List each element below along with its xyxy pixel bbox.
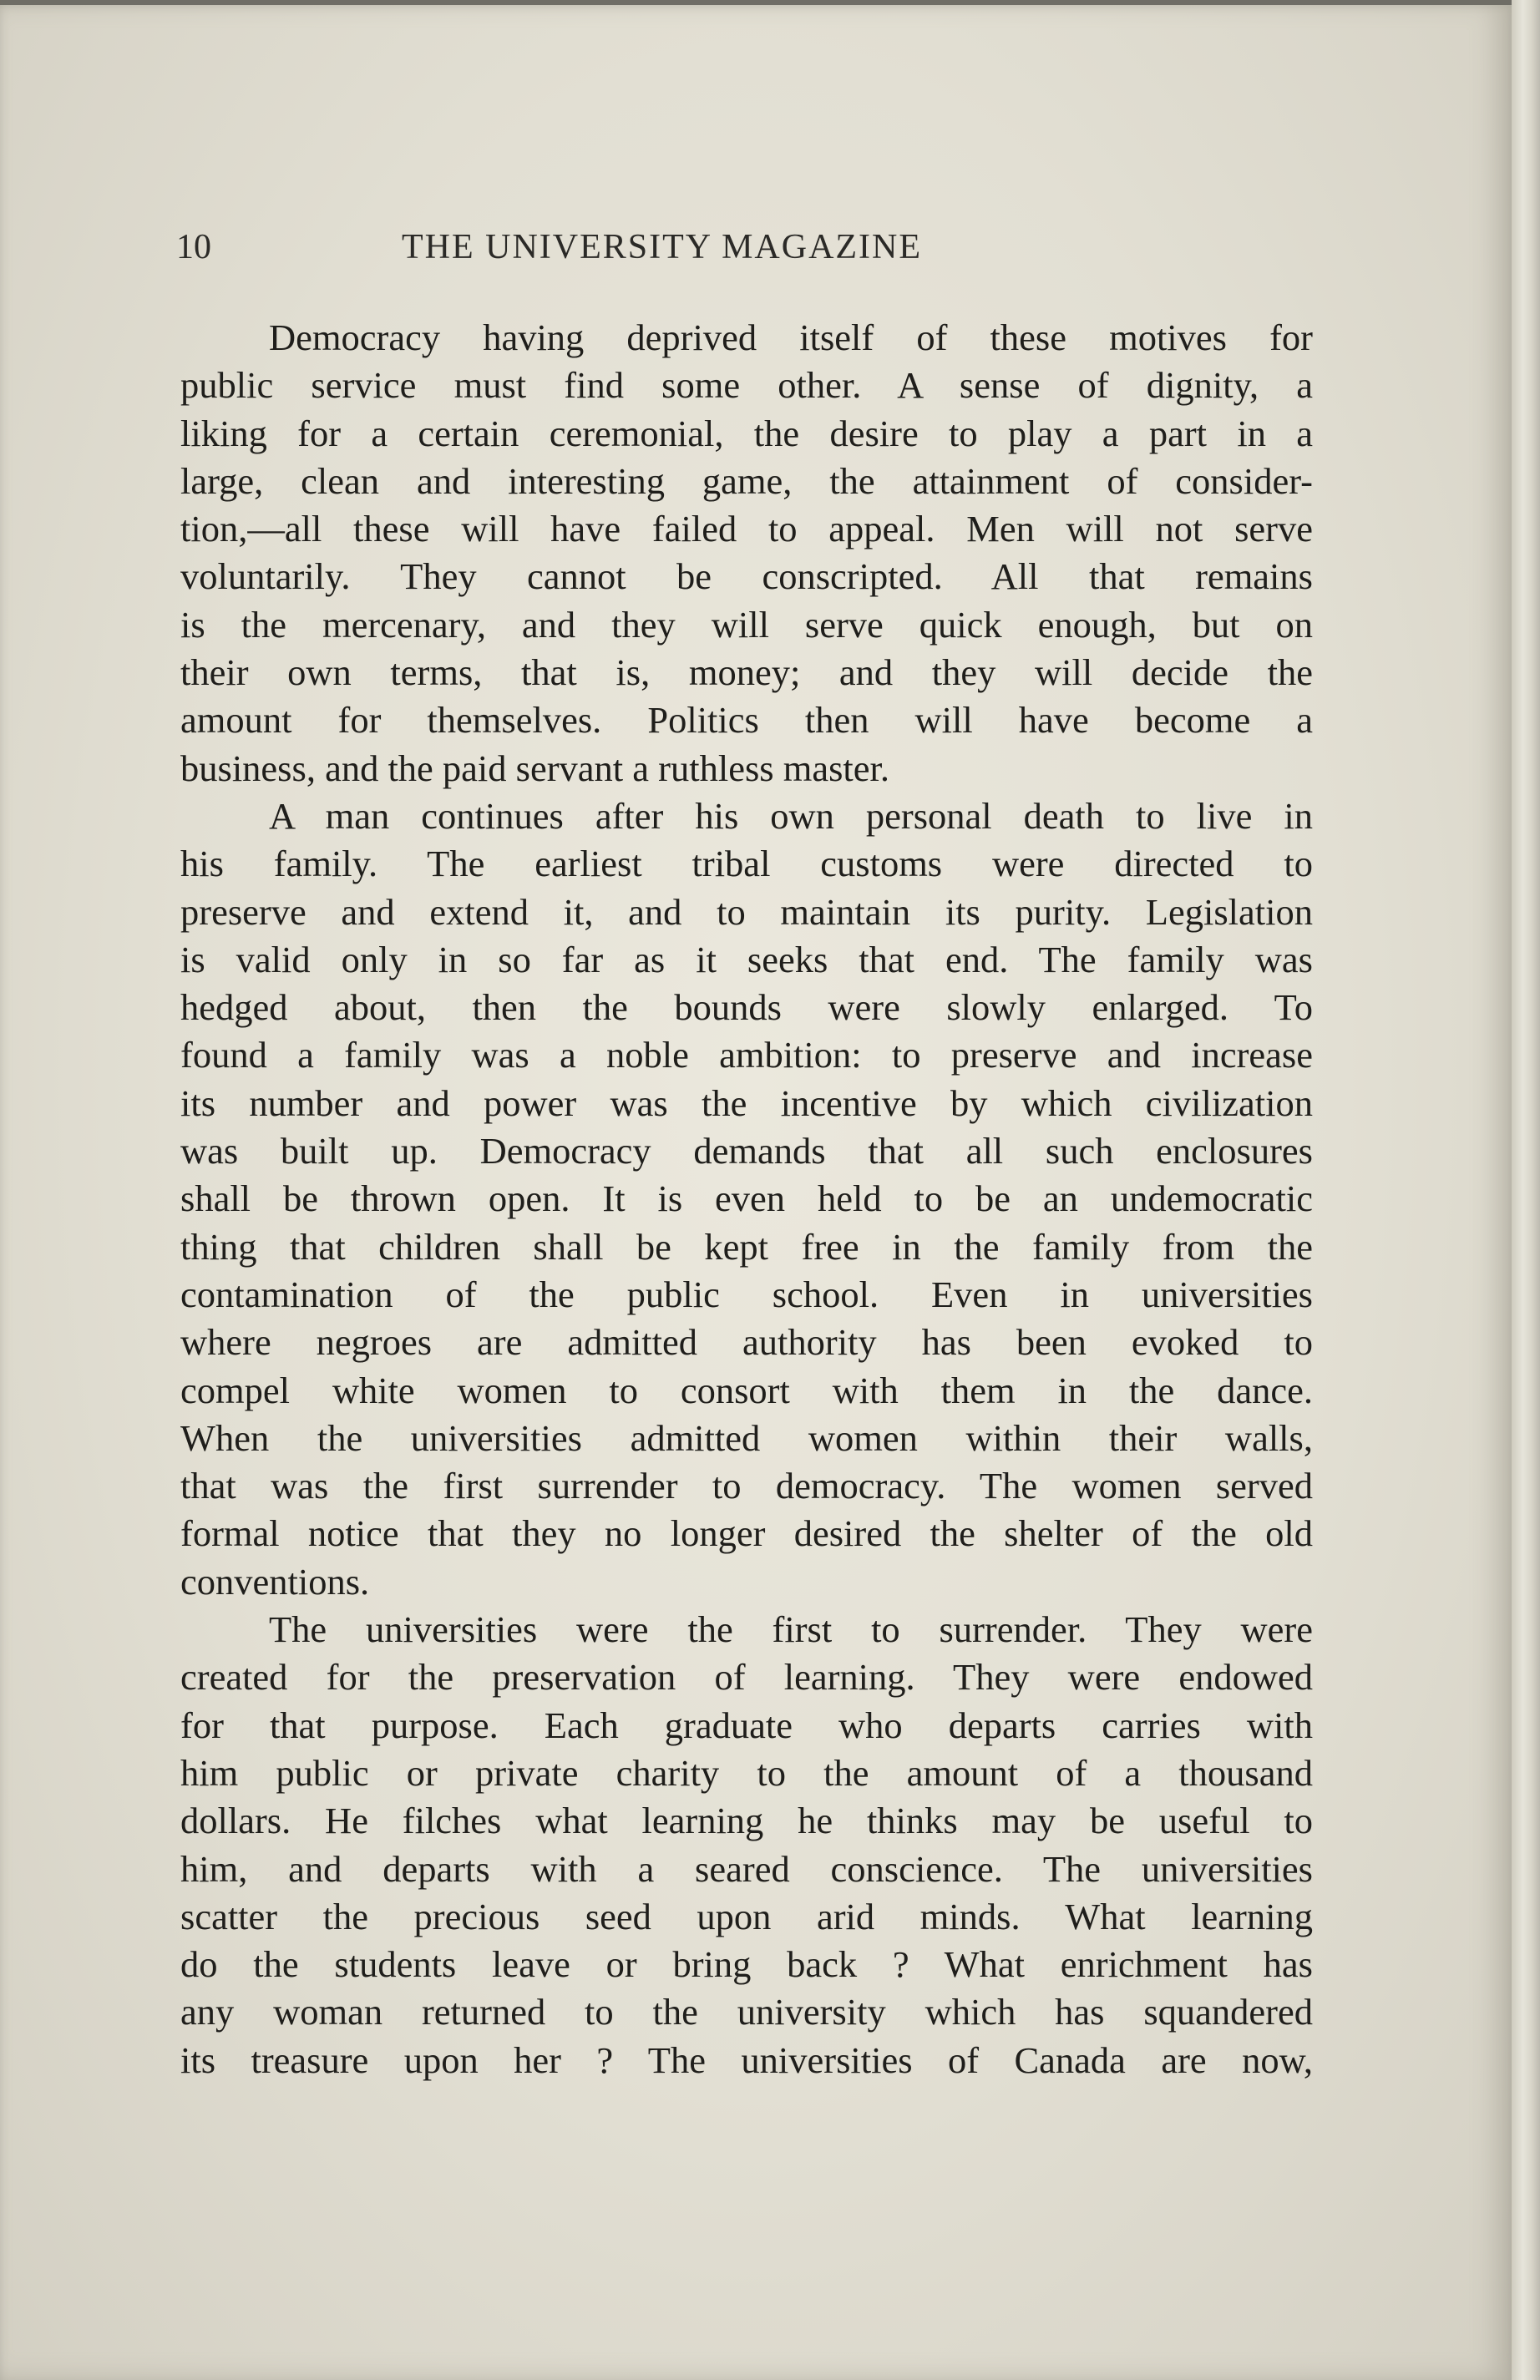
text-line <box>180 1750 1313 1797</box>
text-line-content: voluntarily. They cannot be conscripted. All that remains <box>180 555 1313 598</box>
text-line-content: its number and power was the incentive by which civilization <box>180 1081 1313 1124</box>
text-line-content: Democracy having deprived itself of these motives for <box>269 316 1313 358</box>
text-line-content: The universities were the first to surrender. They were <box>269 1608 1313 1651</box>
text-line <box>180 505 1313 553</box>
text-line-content: was built up. Democracy demands that all such enclosures <box>180 1130 1313 1172</box>
text-line <box>180 601 1313 649</box>
text-line <box>180 1606 1313 1653</box>
text-line <box>180 1319 1313 1366</box>
text-line-content: shall be thrown open. It is even held to be an undemocratic <box>180 1177 1313 1220</box>
text-line-content: hedged about, then the bounds were slowly enlarged. To <box>180 986 1313 1029</box>
text-line-content: its treasure upon her ? The universities of Canada are now, <box>180 2038 1313 2081</box>
text-line-content: their own terms, that is, money; and they will decide the <box>180 651 1313 694</box>
text-line <box>180 1846 1313 1893</box>
page-fore-edge <box>1512 0 1540 2380</box>
text-line <box>180 1080 1313 1127</box>
running-title: THE UNIVERSITY MAGAZINE <box>402 228 923 266</box>
text-line <box>180 1415 1313 1462</box>
text-line <box>180 889 1313 936</box>
text-line <box>180 840 1313 888</box>
text-line-content: liking for a certain ceremonial, the desire to play a part in a <box>180 412 1313 454</box>
text-line-content: do the students leave or bring back ? What enrichment has <box>180 1943 1313 1986</box>
text-line-content: for that purpose. Each graduate who departs carries with <box>180 1704 1313 1746</box>
page-top-edge <box>0 0 1512 5</box>
text-line <box>180 1702 1313 1750</box>
text-line <box>180 458 1313 505</box>
text-line <box>180 362 1313 409</box>
text-line-content: scatter the precious seed upon arid minds. What learning <box>180 1895 1313 1937</box>
text-line-content: his family. The earliest tribal customs were directed to <box>180 843 1313 885</box>
text-line <box>180 1271 1313 1319</box>
text-line-content: conventions. <box>180 1560 370 1603</box>
text-line-content: business, and the paid servant a ruthless master. <box>180 747 890 789</box>
text-line <box>180 1558 1313 1606</box>
text-line-content: compel white women to consort with them in the dance. <box>180 1369 1313 1411</box>
text-line <box>180 1031 1313 1079</box>
text-line-content: large, clean and interesting game, the attainment of consider- <box>180 459 1313 502</box>
text-line <box>180 1510 1313 1557</box>
text-line <box>180 2037 1313 2084</box>
text-line <box>180 649 1313 696</box>
text-line-content: dollars. He filches what learning he thinks may be useful to <box>180 1800 1313 1842</box>
text-line-content: him public or private charity to the amount of a thousand <box>180 1751 1313 1794</box>
text-line-content: preserve and extend it, and to maintain its purity. Legislation <box>180 890 1313 933</box>
text-line-content: him, and departs with a seared conscience. The universities <box>180 1847 1313 1890</box>
text-line <box>180 410 1313 458</box>
text-line-content: where negroes are admitted authority has been evoked to <box>180 1321 1313 1364</box>
text-line-content: formal notice that they no longer desired the shelter of the old <box>180 1512 1313 1555</box>
text-line <box>180 696 1313 744</box>
text-line-content: thing that children shall be kept free in the family from the <box>180 1225 1313 1268</box>
text-line <box>180 1653 1313 1701</box>
text-line-content: amount for themselves. Politics then will have become a <box>180 699 1313 742</box>
text-line-content: any woman returned to the university which has squandered <box>180 1991 1313 2033</box>
text-line-content: that was the first surrender to democracy. The women served <box>180 1465 1313 1507</box>
text-line <box>180 1367 1313 1415</box>
text-line <box>180 1223 1313 1271</box>
text-line <box>180 314 1313 362</box>
text-line-content: is valid only in so far as it seeks that end. The family was <box>180 938 1313 980</box>
text-line <box>180 1127 1313 1175</box>
text-line <box>180 553 1313 600</box>
text-line <box>180 792 1313 840</box>
text-line-content: contamination of the public school. Even in universities <box>180 1273 1313 1315</box>
text-line-content: is the mercenary, and they will serve quick enough, but on <box>180 603 1313 646</box>
text-line <box>180 1462 1313 1510</box>
text-line-content: found a family was a noble ambition: to preserve and increase <box>180 1034 1313 1076</box>
text-line-content: When the universities admitted women within their walls, <box>180 1416 1313 1459</box>
text-line <box>180 1893 1313 1941</box>
text-line <box>180 1175 1313 1223</box>
text-line <box>180 745 1313 792</box>
body-text <box>180 314 1313 2084</box>
text-line <box>180 1988 1313 2036</box>
text-line-content: public service must find some other. A sense of dignity, a <box>180 364 1313 407</box>
page-number: 10 <box>176 228 211 266</box>
text-line-content: A man continues after his own personal death to live in <box>269 794 1313 837</box>
text-line <box>180 1797 1313 1845</box>
text-line <box>180 1941 1313 1988</box>
text-line <box>180 984 1313 1031</box>
text-line-content: created for the preservation of learning. They were endowed <box>180 1656 1313 1699</box>
text-line <box>180 936 1313 984</box>
text-line-content: tion,—all these will have failed to appeal. Men will not serve <box>180 508 1313 550</box>
running-head <box>176 227 1087 286</box>
